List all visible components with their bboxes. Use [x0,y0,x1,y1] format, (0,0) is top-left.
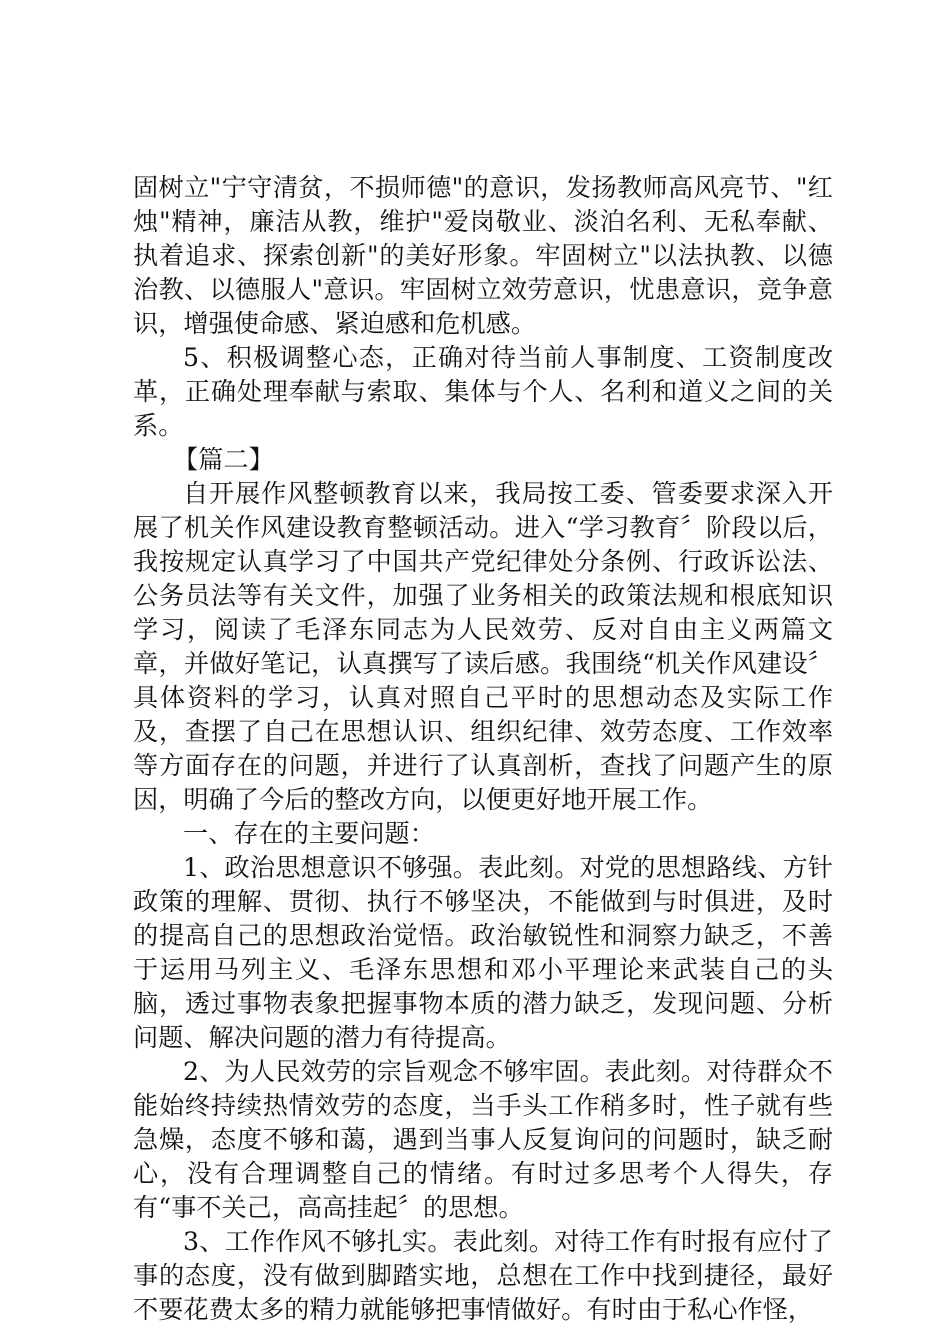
subheading-main-problems: 一、存在的主要问题： [183,819,435,848]
document-page [133,171,833,1327]
paragraph-1: 固树立"宁守清贫，不损师德"的意识，发扬教师高风亮节、"红烛"精神，廉洁从教，维护"爱岗敬业、淡泊名利、无私奉献、执着追求、探索创新"的美好形象。牢固树立"以法执教、以德治教、以德服人"意识。牢固树立效劳意识，忧患意识，竞争意识，增强使命感、紧迫感和危机感。 [133,173,833,338]
paragraph-7: 2、为人民效劳的宗旨观念不够牢固。表此刻。对待群众不能始终持续热情效劳的态度，当手头工作稍多时，性子就有些急燥，态度不够和蔼，遇到当事人反复询问的问题时，缺乏耐心，没有合理调整自己的情绪。有时过多思考个人得失，存有“事不关己，高高挂起〞的思想。 [133,1057,833,1222]
paragraph-6: 1、政治思想意识不够强。表此刻。对党的思想路线、方针政策的理解、贯彻、执行不够坚决，不能做到与时俱进，及时的提高自己的思想政治觉悟。政治敏锐性和洞察力缺乏，不善于运用马列主义、毛泽东思想和邓小平理论来武装自己的头脑，透过事物表象把握事物本质的潜力缺乏，发现问题、分析问题、解决问题的潜力有待提高。 [133,853,833,1052]
paragraph-4: 自开展作风整顿教育以来，我局按工委、管委要求深入开展了机关作风建设教育整顿活动。进入“学习教育〞阶段以后，我按规定认真学习了中国共产党纪律处分条例、行政诉讼法、公务员法等有关文件，加强了业务相关的政策法规和根底知识学习，阅读了毛泽东同志为人民效劳、反对自由主义两篇文章，并做好笔记，认真撰写了读后感。我围绕“机关作风建设〞具体资料的学习，认真对照自己平时的思想动态及实际工作及，查摆了自己在思想认识、组织纪律、效劳态度、工作效率等方面存在的问题，并进行了认真剖析，查找了问题产生的原因，明确了今后的整改方向，以便更好地开展工作。 [133,479,833,814]
paragraph-8: 3、工作作风不够扎实。表此刻。对待工作有时报有应付了事的态度，没有做到脚踏实地，总想在工作中找到捷径，最好不要花费太多的精力就能够把事情做好。有时由于私心作怪， [133,1227,833,1324]
section-heading-part-two: 【篇二】 [173,445,274,474]
paragraph-2: 5、积极调整心态，正确对待当前人事制度、工资制度改革，正确处理奉献与索取、集体与个人、名利和道义之间的关系。 [133,343,833,440]
